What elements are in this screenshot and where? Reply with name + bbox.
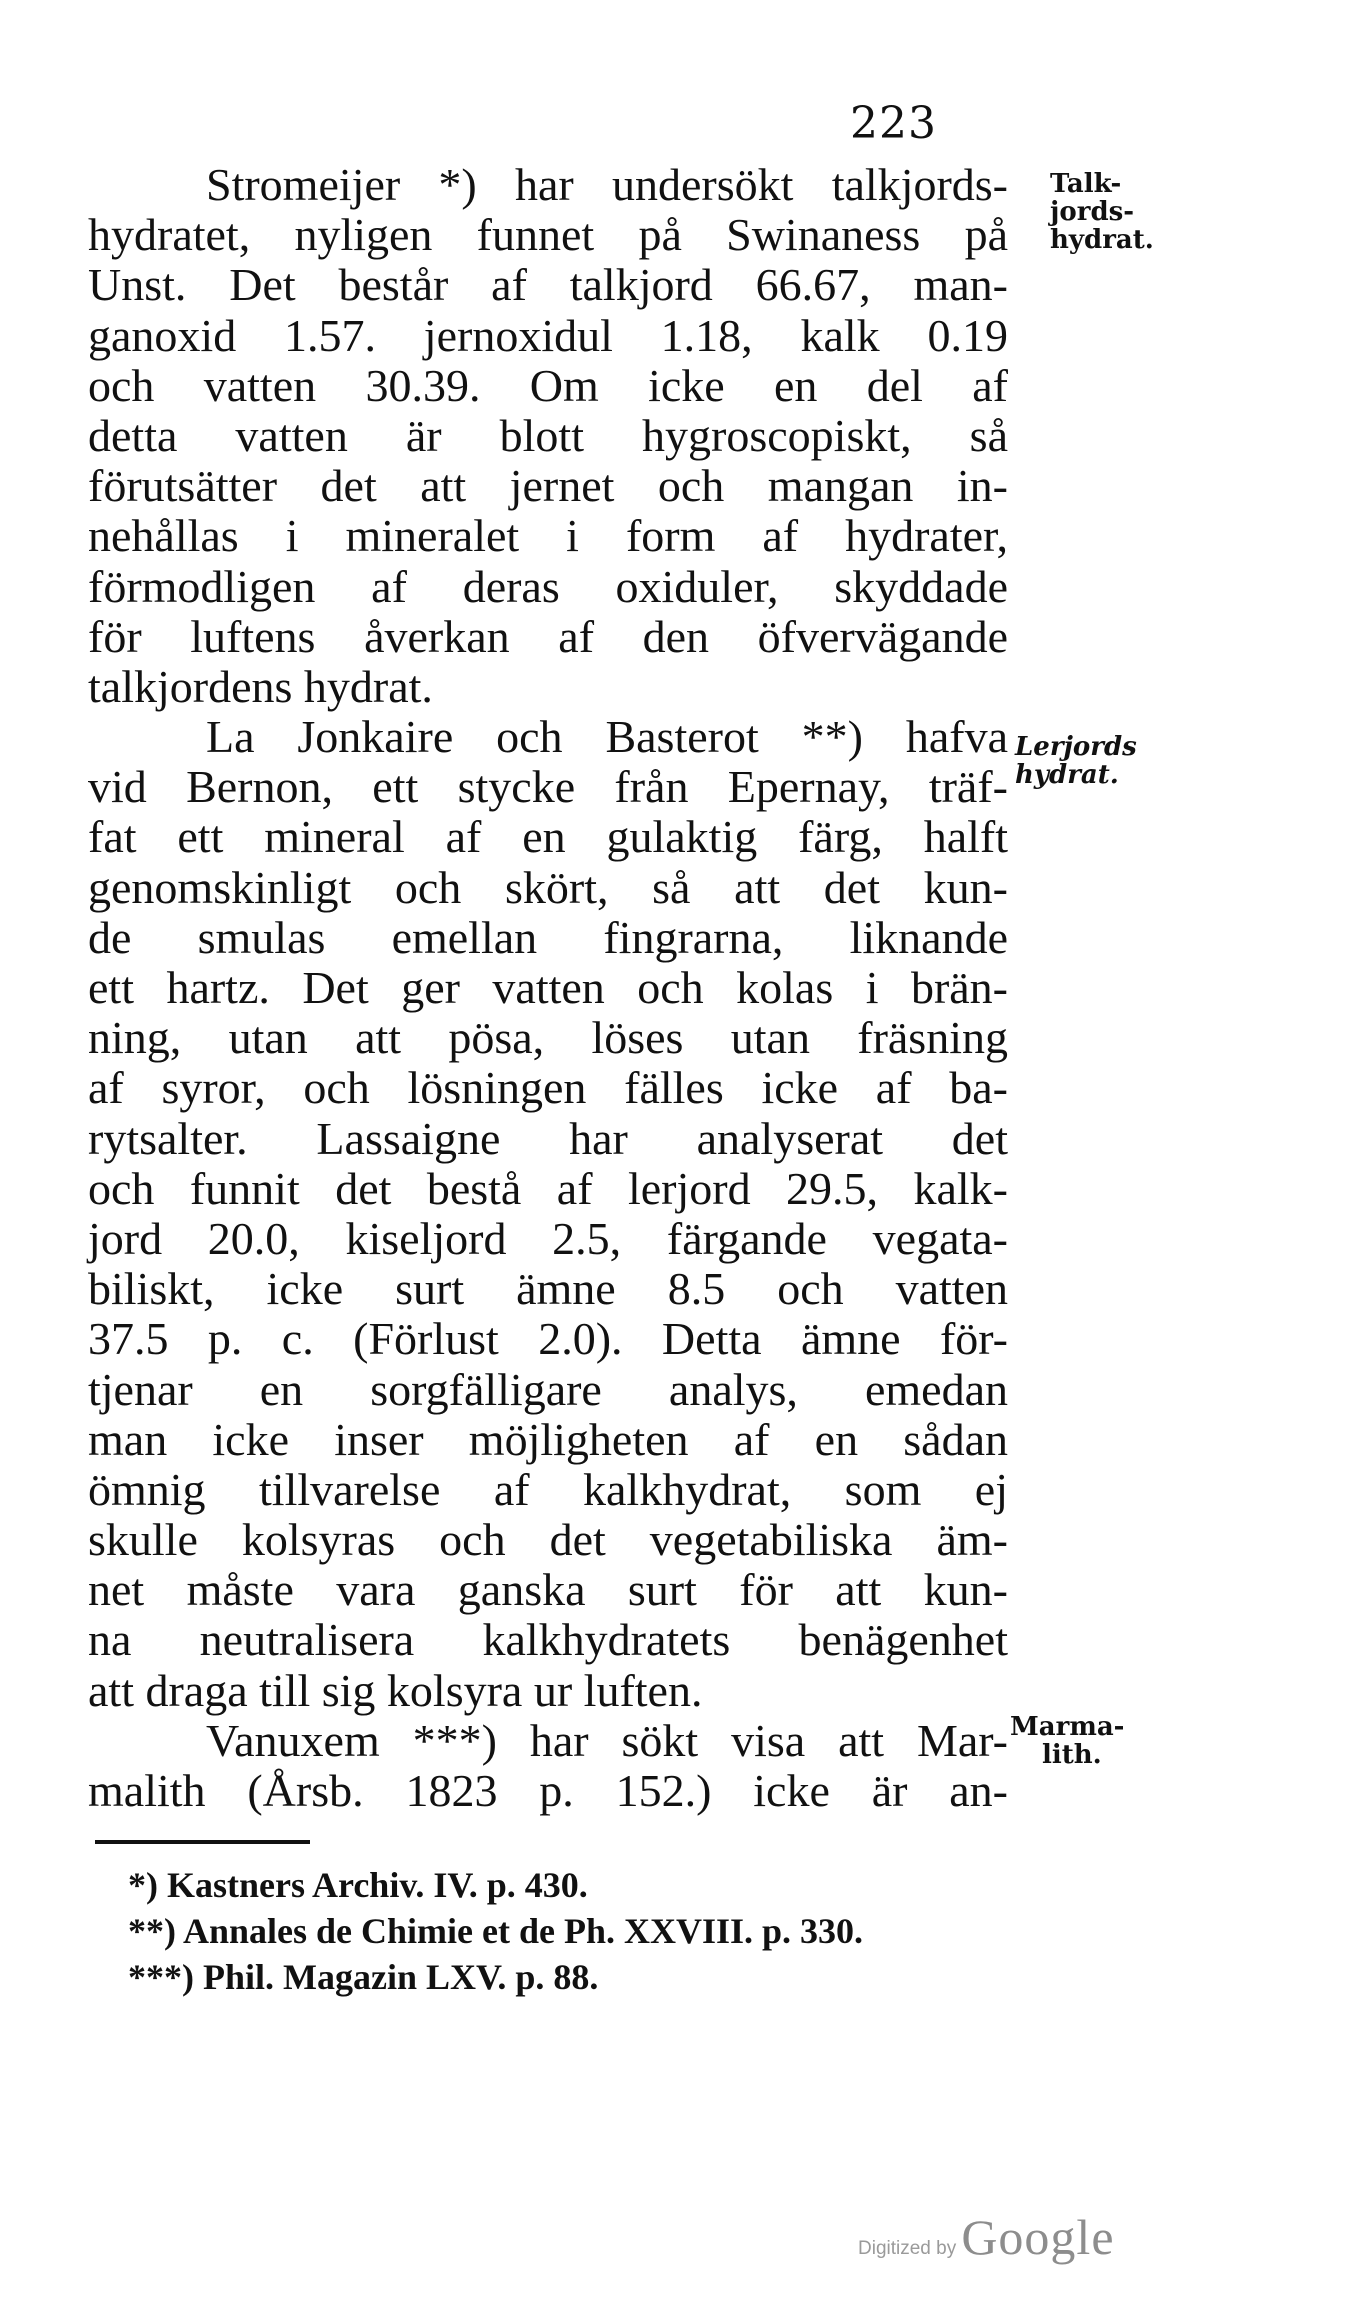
text-line: för luftens åverkan af den öfvervägande	[88, 610, 1008, 662]
text-line: biliskt, icke surt ämne 8.5 och vatten	[88, 1263, 1008, 1315]
text-line: och funnit det bestå af lerjord 29.5, kalk-	[88, 1162, 1008, 1214]
text-line: Vanuxem ***) har sökt visa att Mar-	[206, 1714, 1008, 1766]
text-line: att draga till sig kolsyra ur luften.	[88, 1664, 703, 1716]
text-line: rytsalter. Lassaigne har analyserat det	[88, 1112, 1008, 1164]
text-line: talkjordens hydrat.	[88, 660, 433, 712]
margin-note-talkjordshydrat	[1050, 170, 1154, 254]
text-line: förmodligen af deras oxiduler, skyddade	[88, 560, 1008, 612]
text-line: tjenar en sorgfälligare analys, emedan	[88, 1363, 1008, 1415]
text-line: ömnig tillvarelse af kalkhydrat, som ej	[88, 1463, 1008, 1515]
margin-note-line: lith.	[1042, 1740, 1102, 1770]
text-line: Unst. Det består af talkjord 66.67, man-	[88, 259, 1008, 311]
margin-note-lerjordshydrat	[1015, 733, 1137, 789]
text-line: man icke inser möjligheten af en sådan	[88, 1413, 1008, 1465]
text-line: ganoxid 1.57. jernoxidul 1.18, kalk 0.19	[88, 309, 1008, 361]
body-text	[88, 160, 1008, 1816]
page-number: 223	[850, 98, 937, 149]
text-line: La Jonkaire och Basterot **) hafva	[206, 711, 1008, 763]
text-line: Stromeijer *) har undersökt talkjords-	[206, 159, 1008, 210]
text-line: na neutralisera kalkhydratets benägenhet	[88, 1614, 1008, 1666]
text-line: ett hartz. Det ger vatten och kolas i brän-	[88, 962, 1008, 1013]
margin-note-marmalith	[1010, 1713, 1124, 1769]
margin-note-line: hydrat.	[1050, 225, 1154, 255]
watermark-brand: Google	[961, 2209, 1115, 2265]
digitized-watermark	[858, 2208, 1115, 2266]
text-line: af syror, och lösningen fälles icke af ba-	[88, 1062, 1008, 1114]
margin-note-line: Lerjords	[1015, 732, 1137, 762]
text-line: detta vatten är blott hygroscopiskt, så	[88, 409, 1008, 461]
text-line: malith (Årsb. 1823 p. 152.) icke är an-	[88, 1765, 1008, 1816]
footnote-divider	[95, 1840, 310, 1844]
margin-note-line: jords-	[1050, 197, 1135, 227]
text-line: 37.5 p. c. (Förlust 2.0). Detta ämne för-	[88, 1313, 1008, 1365]
text-line: förutsätter det att jernet och mangan in-	[88, 460, 1008, 512]
text-line: jord 20.0, kiseljord 2.5, färgande vegata-	[88, 1212, 1008, 1264]
text-line: net måste vara ganska surt för att kun-	[88, 1564, 1008, 1616]
text-line: vid Bernon, ett stycke från Epernay, träf-	[88, 761, 1008, 813]
margin-note-line: Marma-	[1010, 1712, 1125, 1742]
footnote: **) Annales de Chimie et de Ph. XXVIII. p. 330.	[128, 1911, 864, 1951]
text-line: fat ett mineral af en gulaktig färg, halft	[88, 811, 1008, 863]
footnote: ***) Phil. Magazin LXV. p. 88.	[128, 1957, 599, 1997]
margin-note-line: Talk-	[1050, 169, 1122, 199]
text-line: ning, utan att pösa, löses utan fräsning	[88, 1012, 1008, 1064]
footnotes	[128, 1862, 863, 2000]
text-line: och vatten 30.39. Om icke en del af	[88, 359, 1008, 411]
text-line: hydratet, nyligen funnet på Swinaness på	[88, 209, 1008, 261]
watermark-prefix: Digitized by	[858, 2238, 957, 2259]
footnote: *) Kastners Archiv. IV. p. 430.	[128, 1865, 588, 1905]
text-line: de smulas emellan fingrarna, liknande	[88, 911, 1008, 963]
text-line: skulle kolsyras och det vegetabiliska äm-	[88, 1514, 1008, 1566]
margin-note-line: hydrat.	[1015, 760, 1119, 790]
text-line: nehållas i mineralet i form af hydrater,	[88, 510, 1008, 562]
text-line: genomskinligt och skört, så att det kun-	[88, 861, 1008, 913]
